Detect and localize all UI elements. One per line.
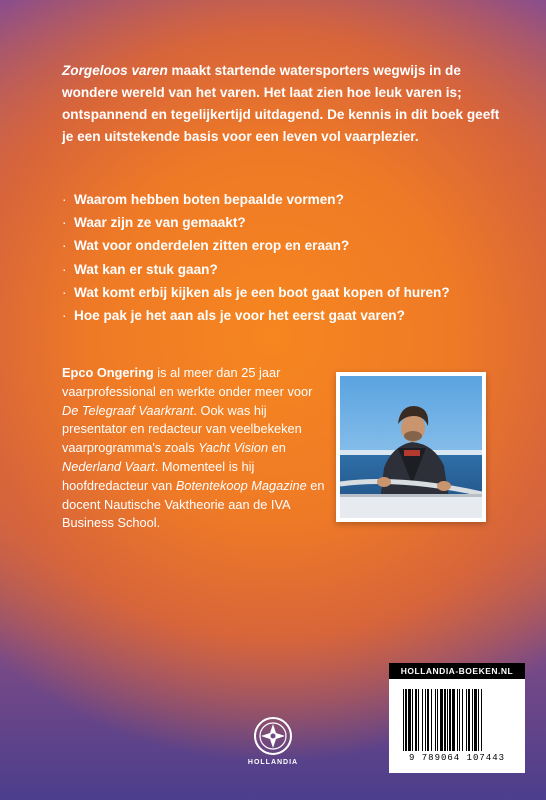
isbn-digits: 9 789064 107443 xyxy=(408,753,505,763)
bullet-icon: · xyxy=(62,192,67,207)
question-list xyxy=(62,188,450,327)
intro-text: maakt startende watersporters wegwijs in de wondere wereld van het varen. Het laat zien hoe leuk varen is; ontspannend en tegelijkertijd uitdagend. De kennis in dit boek geeft je een uitstekende basis voor een leven vol vaarplezier. xyxy=(62,63,500,144)
list-item: · Wat komt erbij kijken als je een boot gaat kopen of huren? xyxy=(62,281,450,304)
bullet-icon: · xyxy=(62,215,67,231)
intro-paragraph xyxy=(62,60,502,148)
bullet-icon: · xyxy=(62,238,67,254)
list-item: · Waar zijn ze van gemaakt? xyxy=(62,211,450,234)
barcode-icon xyxy=(403,689,511,751)
list-item: · Hoe pak je het aan als je voor het eerst gaat varen? xyxy=(62,304,450,327)
bullet-icon: · xyxy=(62,261,67,277)
list-item: · Wat kan er stuk gaan? xyxy=(62,258,450,281)
book-title-italic: Zorgeloos varen xyxy=(62,63,168,78)
compass-rose-icon xyxy=(253,716,293,756)
author-name: Epco Ongering xyxy=(62,365,154,380)
author-bio: Epco Ongering is al meer dan 25 jaar vaarprofessional en werkte onder meer voor De Telegraaf Vaarkrant. Ook was hij presentator en redacteur van veelbekeken vaarprogramma's zoals Yacht Vision en Nederland Vaart. Momenteel is hij hoofdredacteur van Botentekoop Magazine en docent Nautische Vaktheorie aan de IVA Business School. xyxy=(62,365,325,531)
publisher-website: HOLLANDIA-BOEKEN.NL xyxy=(389,663,525,679)
bullet-icon: · xyxy=(62,308,67,324)
barcode-panel xyxy=(389,663,525,773)
author-photo xyxy=(336,372,486,522)
list-item: · Wat voor onderdelen zitten erop en eraan? xyxy=(62,234,450,257)
list-item: · Waarom hebben boten bepaalde vormen? xyxy=(62,188,450,211)
bullet-icon: · xyxy=(62,284,67,300)
publisher-name: HOLLANDIA xyxy=(247,759,299,766)
author-photo-image xyxy=(340,376,482,518)
